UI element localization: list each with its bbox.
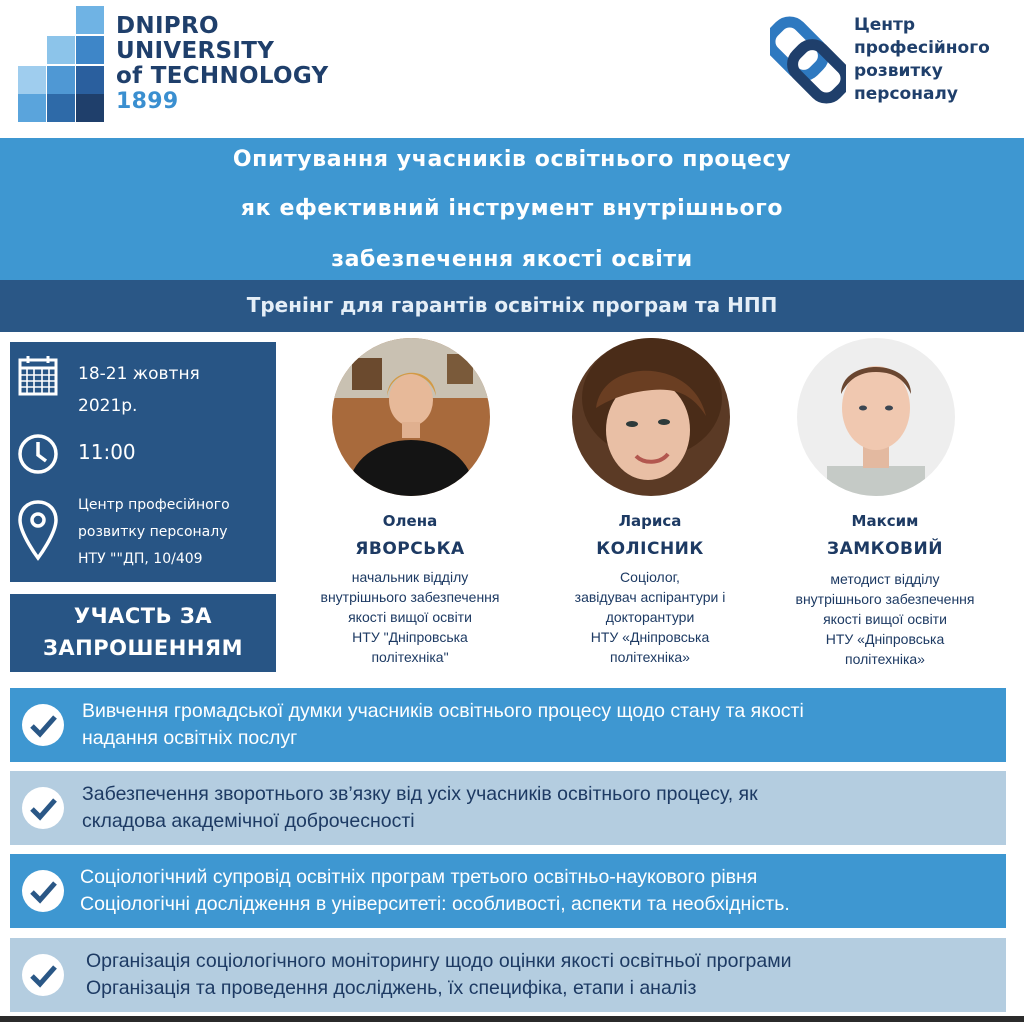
university-name-line2: UNIVERSITY — [116, 38, 275, 64]
university-logo — [18, 6, 348, 126]
topic-item-2 — [10, 771, 1006, 845]
event-info-box — [10, 342, 276, 582]
center-name-line3: розвитку — [854, 61, 943, 81]
topic-line: складова академічної доброчесності — [82, 810, 415, 832]
university-name-line3: of TECHNOLOGY — [116, 63, 329, 89]
speaker-role-2-line: НТУ «Дніпровська — [590, 629, 710, 645]
speaker-role-2 — [530, 567, 770, 667]
topic-line: Організація та проведення досліджень, їх специфіка, етапи і аналіз — [86, 977, 697, 999]
topic-item-4 — [10, 938, 1006, 1012]
time-text: 11:00 — [78, 440, 136, 464]
speaker-role-2-line: докторантури — [605, 609, 695, 625]
speaker-role-3-line: політехніка» — [845, 651, 925, 667]
speaker-role-3-line: якості вищої освіти — [823, 611, 947, 627]
speaker-role-2-line: політехніка» — [610, 649, 690, 665]
speaker-role-1 — [290, 567, 530, 667]
location-pin-icon — [16, 498, 60, 567]
topic-text-1 — [82, 698, 804, 752]
subtitle-band — [0, 280, 1024, 332]
speaker-role-2-line: завідувач аспірантури і — [574, 589, 726, 605]
checkmark-icon — [22, 870, 64, 912]
clock-icon — [16, 432, 60, 481]
title-line-1: Опитування учасників освітнього процесу — [232, 147, 792, 172]
speaker-role-3 — [765, 569, 1005, 669]
speaker-first-name-3: Максим — [851, 512, 919, 530]
topic-text-3 — [80, 864, 790, 918]
speaker-first-name-2: Лариса — [618, 512, 682, 530]
title-band — [0, 138, 1024, 280]
topic-line: Забезпечення зворотнього зв’язку від усіх учасників освітнього процесу, як — [82, 783, 758, 805]
center-logo-mark — [770, 12, 846, 108]
speaker-last-name-1: ЯВОРСЬКА — [355, 539, 465, 559]
speaker-photo-3 — [797, 338, 955, 496]
university-logo-mark — [18, 6, 108, 122]
university-name — [116, 14, 328, 114]
center-name-line4: персоналу — [854, 84, 958, 104]
calendar-icon — [16, 354, 60, 403]
topic-line: надання освітніх послуг — [82, 727, 298, 749]
checkmark-icon — [22, 704, 64, 746]
university-year: 1899 — [116, 89, 179, 114]
topic-item-1 — [10, 688, 1006, 762]
topic-line: Соціологічний супровід освітніх програм третього освітньо-наукового рівня — [80, 866, 758, 888]
place-line-1: Центр професійного — [78, 497, 230, 513]
speaker-role-1-line: внутрішнього забезпечення — [320, 589, 500, 605]
date-line-2: 2021р. — [78, 396, 138, 416]
university-name-line1: DNIPRO — [116, 13, 219, 39]
speaker-role-3-line: методист відділу — [830, 571, 940, 587]
subtitle: Тренінг для гарантів освітніх програм та НПП — [246, 293, 778, 317]
speaker-role-3-line: внутрішнього забезпечення — [795, 591, 975, 607]
invitation-box — [10, 594, 276, 672]
speaker-role-1-line: НТУ "Дніпровська — [352, 629, 468, 645]
speaker-role-1-line: політехніка" — [371, 649, 449, 665]
speaker-last-name-3: ЗАМКОВИЙ — [827, 539, 943, 559]
center-logo — [770, 12, 1020, 112]
date-text — [78, 358, 200, 422]
invitation-line-2: ЗАПРОШЕННЯМ — [43, 636, 243, 660]
checkmark-icon — [22, 787, 64, 829]
place-line-3: НТУ ""ДП, 10/409 — [78, 551, 203, 567]
speaker-photo-1 — [332, 338, 490, 496]
speaker-role-3-line: НТУ «Дніпровська — [825, 631, 945, 647]
bottom-edge — [0, 1016, 1024, 1022]
topic-line: Вивчення громадської думки учасників освітнього процесу щодо стану та якості — [82, 700, 804, 722]
speaker-last-name-2: КОЛІСНИК — [596, 539, 704, 559]
center-name — [854, 14, 990, 106]
speaker-role-1-line: начальник відділу — [351, 569, 469, 585]
speaker-role-1-line: якості вищої освіти — [348, 609, 472, 625]
speaker-role-2-line: Соціолог, — [620, 569, 680, 585]
center-name-line2: професійного — [854, 38, 990, 58]
place-text — [78, 492, 230, 573]
topic-line: Соціологічні дослідження в університеті: особливості, аспекти та необхідність. — [80, 893, 790, 915]
topic-line: Організація соціологічного моніторингу щодо оцінки якості освітньої програми — [86, 950, 792, 972]
topic-item-3 — [10, 854, 1006, 928]
speaker-photo-2 — [572, 338, 730, 496]
place-line-2: розвитку персоналу — [78, 524, 228, 540]
title-line-2: як ефективний інструмент внутрішнього — [240, 196, 784, 221]
title-line-3: забезпечення якості освіти — [331, 247, 693, 272]
date-line-1: 18-21 жовтня — [78, 364, 200, 384]
speaker-first-name-1: Олена — [382, 512, 438, 530]
checkmark-icon — [22, 954, 64, 996]
center-name-line1: Центр — [854, 15, 916, 35]
topic-text-2 — [82, 781, 758, 835]
topic-text-4 — [86, 948, 792, 1002]
invitation-line-1: УЧАСТЬ ЗА — [73, 604, 213, 628]
